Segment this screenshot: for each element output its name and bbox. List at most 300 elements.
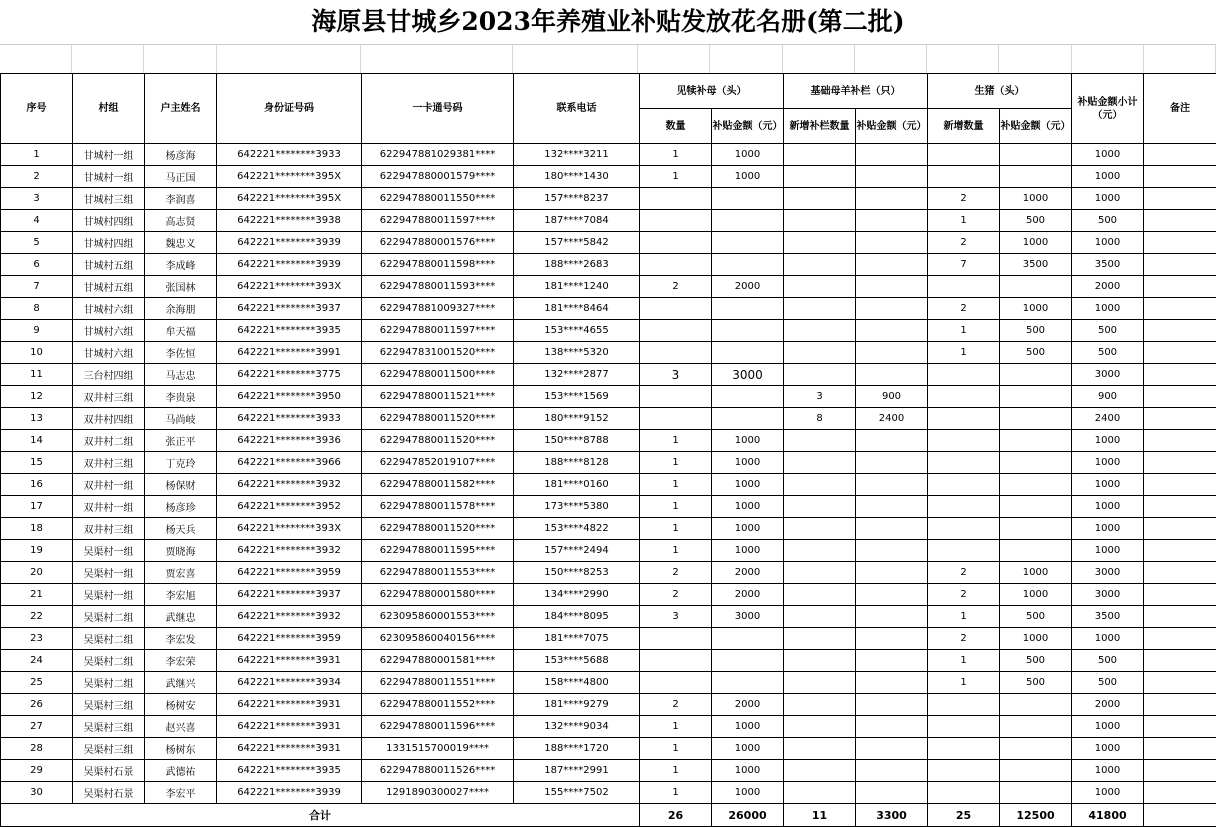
cell-subtotal: 1000 xyxy=(1072,474,1144,496)
cell-seq: 5 xyxy=(1,232,73,254)
cell-sheep-qty xyxy=(784,188,856,210)
cell-seq: 16 xyxy=(1,474,73,496)
cell-sheep-qty xyxy=(784,452,856,474)
cell-phone: 153****4655 xyxy=(514,320,640,342)
cell-id: 642221********3959 xyxy=(217,562,362,584)
cell-sheep-qty xyxy=(784,672,856,694)
cell-remark xyxy=(1144,650,1216,672)
table-row xyxy=(1,694,1216,716)
cell-card: 622947880011520**** xyxy=(362,518,514,540)
cell-remark xyxy=(1144,474,1216,496)
cell-id: 642221********3932 xyxy=(217,474,362,496)
cell-village: 双井村三组 xyxy=(73,518,145,540)
cell-seq: 21 xyxy=(1,584,73,606)
cell-pig-amt xyxy=(1000,474,1072,496)
table-row xyxy=(1,606,1216,628)
cell-cattle-amt: 2000 xyxy=(712,584,784,606)
cell-village: 吴渠村三组 xyxy=(73,738,145,760)
cell-card: 622947880011597**** xyxy=(362,210,514,232)
cell-id: 642221********3934 xyxy=(217,672,362,694)
cell-seq: 2 xyxy=(1,166,73,188)
cell-sheep-amt xyxy=(856,210,928,232)
cell-pig-amt: 1000 xyxy=(1000,232,1072,254)
table-row xyxy=(1,518,1216,540)
cell-remark xyxy=(1144,342,1216,364)
cell-pig-qty xyxy=(928,474,1000,496)
cell-phone: 180****9152 xyxy=(514,408,640,430)
cell-pig-qty xyxy=(928,430,1000,452)
cell-sheep-qty xyxy=(784,342,856,364)
cell-remark xyxy=(1144,386,1216,408)
cell-subtotal: 1000 xyxy=(1072,782,1144,804)
cell-subtotal: 1000 xyxy=(1072,166,1144,188)
cell-phone: 132****3211 xyxy=(514,144,640,166)
cell-id: 642221********3950 xyxy=(217,386,362,408)
cell-seq: 28 xyxy=(1,738,73,760)
cell-pig-amt: 500 xyxy=(1000,342,1072,364)
cell-pig-qty: 7 xyxy=(928,254,1000,276)
cell-id: 642221********3959 xyxy=(217,628,362,650)
cell-card: 623095860040156**** xyxy=(362,628,514,650)
cell-remark xyxy=(1144,606,1216,628)
cell-pig-qty: 2 xyxy=(928,188,1000,210)
cell-village: 吴渠村二组 xyxy=(73,672,145,694)
cell-subtotal: 500 xyxy=(1072,210,1144,232)
cell-phone: 181****0160 xyxy=(514,474,640,496)
cell-id: 642221********3931 xyxy=(217,716,362,738)
cell-village: 双井村四组 xyxy=(73,408,145,430)
cell-seq: 11 xyxy=(1,364,73,386)
cell-id: 642221********3991 xyxy=(217,342,362,364)
cell-sheep-amt xyxy=(856,540,928,562)
cell-phone: 181****7075 xyxy=(514,628,640,650)
cell-card: 622947880011595**** xyxy=(362,540,514,562)
cell-cattle-amt: 1000 xyxy=(712,716,784,738)
cell-sheep-qty xyxy=(784,232,856,254)
totals-label: 合计 xyxy=(1,804,640,827)
cell-cattle-amt: 1000 xyxy=(712,166,784,188)
cell-pig-qty: 2 xyxy=(928,584,1000,606)
cell-id: 642221********3932 xyxy=(217,540,362,562)
cell-subtotal: 2400 xyxy=(1072,408,1144,430)
cell-subtotal: 1000 xyxy=(1072,760,1144,782)
table-row xyxy=(1,144,1216,166)
cell-card: 623095860001553**** xyxy=(362,606,514,628)
cell-sheep-amt xyxy=(856,606,928,628)
cell-pig-amt xyxy=(1000,452,1072,474)
cell-sheep-amt xyxy=(856,452,928,474)
cell-phone: 138****5320 xyxy=(514,342,640,364)
cell-pig-qty: 1 xyxy=(928,210,1000,232)
header-name: 户主姓名 xyxy=(145,74,217,144)
cell-pig-amt xyxy=(1000,144,1072,166)
cell-seq: 13 xyxy=(1,408,73,430)
cell-seq: 20 xyxy=(1,562,73,584)
cell-phone: 180****1430 xyxy=(514,166,640,188)
cell-remark xyxy=(1144,496,1216,518)
cell-sheep-qty xyxy=(784,716,856,738)
cell-cattle-amt: 3000 xyxy=(712,364,784,386)
cell-cattle-amt xyxy=(712,628,784,650)
cell-phone: 181****1240 xyxy=(514,276,640,298)
cell-name: 武继忠 xyxy=(145,606,217,628)
cell-phone: 157****8237 xyxy=(514,188,640,210)
cell-pig-qty: 2 xyxy=(928,562,1000,584)
cell-sheep-amt xyxy=(856,188,928,210)
cell-name: 武继兴 xyxy=(145,672,217,694)
cell-village: 吴渠村二组 xyxy=(73,606,145,628)
cell-name: 李成峰 xyxy=(145,254,217,276)
cell-name: 牟天福 xyxy=(145,320,217,342)
cell-remark xyxy=(1144,276,1216,298)
cell-cattle-qty xyxy=(640,342,712,364)
cell-remark xyxy=(1144,672,1216,694)
cell-card: 622947880011578**** xyxy=(362,496,514,518)
cell-remark xyxy=(1144,452,1216,474)
table-row xyxy=(1,320,1216,342)
cell-name: 贾晓海 xyxy=(145,540,217,562)
cell-id: 642221********3952 xyxy=(217,496,362,518)
cell-card: 622947880011550**** xyxy=(362,188,514,210)
cell-card: 622947880011551**** xyxy=(362,672,514,694)
cell-sheep-amt xyxy=(856,650,928,672)
cell-seq: 30 xyxy=(1,782,73,804)
cell-phone: 187****7084 xyxy=(514,210,640,232)
cell-id: 642221********3933 xyxy=(217,144,362,166)
cell-village: 甘城村五组 xyxy=(73,254,145,276)
cell-cattle-amt xyxy=(712,188,784,210)
cell-pig-qty xyxy=(928,782,1000,804)
cell-remark xyxy=(1144,430,1216,452)
cell-cattle-amt: 1000 xyxy=(712,540,784,562)
cell-phone: 153****4822 xyxy=(514,518,640,540)
cell-pig-qty: 2 xyxy=(928,298,1000,320)
cell-remark xyxy=(1144,760,1216,782)
cell-sheep-qty xyxy=(784,166,856,188)
cell-village: 吴渠村二组 xyxy=(73,628,145,650)
cell-name: 杨树安 xyxy=(145,694,217,716)
cell-sheep-amt: 900 xyxy=(856,386,928,408)
cell-subtotal: 1000 xyxy=(1072,452,1144,474)
cell-cattle-qty xyxy=(640,254,712,276)
cell-name: 杨树东 xyxy=(145,738,217,760)
cell-sheep-qty xyxy=(784,430,856,452)
cell-card: 622947852019107**** xyxy=(362,452,514,474)
cell-cattle-qty: 2 xyxy=(640,276,712,298)
table-row xyxy=(1,760,1216,782)
cell-remark xyxy=(1144,694,1216,716)
cell-sheep-amt xyxy=(856,166,928,188)
cell-cattle-qty: 2 xyxy=(640,584,712,606)
cell-cattle-amt: 1000 xyxy=(712,144,784,166)
table-row xyxy=(1,474,1216,496)
header-remark: 备注 xyxy=(1144,74,1216,144)
table-row xyxy=(1,782,1216,804)
cell-village: 甘城村六组 xyxy=(73,342,145,364)
cell-cattle-qty xyxy=(640,298,712,320)
cell-cattle-qty: 3 xyxy=(640,364,712,386)
cell-phone: 132****9034 xyxy=(514,716,640,738)
header-sheep-qty: 新增补栏数量 xyxy=(784,109,856,144)
cell-subtotal: 3000 xyxy=(1072,562,1144,584)
cell-cattle-amt xyxy=(712,254,784,276)
cell-pig-amt xyxy=(1000,430,1072,452)
total-sheep-qty: 11 xyxy=(784,804,856,827)
cell-remark xyxy=(1144,364,1216,386)
cell-cattle-amt xyxy=(712,210,784,232)
cell-cattle-qty xyxy=(640,650,712,672)
cell-phone: 181****8464 xyxy=(514,298,640,320)
cell-subtotal: 1000 xyxy=(1072,298,1144,320)
table-row xyxy=(1,650,1216,672)
cell-pig-amt xyxy=(1000,518,1072,540)
table-row xyxy=(1,254,1216,276)
cell-sheep-amt xyxy=(856,672,928,694)
cell-cattle-qty: 1 xyxy=(640,430,712,452)
cell-name: 李贵泉 xyxy=(145,386,217,408)
cell-name: 杨彦海 xyxy=(145,144,217,166)
cell-phone: 188****1720 xyxy=(514,738,640,760)
cell-seq: 3 xyxy=(1,188,73,210)
cell-sheep-qty xyxy=(784,254,856,276)
cell-sheep-qty xyxy=(784,210,856,232)
cell-card: 622947880011596**** xyxy=(362,716,514,738)
cell-name: 马尚岐 xyxy=(145,408,217,430)
cell-pig-amt xyxy=(1000,738,1072,760)
cell-seq: 7 xyxy=(1,276,73,298)
cell-card: 622947880001580**** xyxy=(362,584,514,606)
cell-sheep-amt xyxy=(856,144,928,166)
cell-seq: 29 xyxy=(1,760,73,782)
cell-sheep-amt xyxy=(856,760,928,782)
cell-card: 622947880011597**** xyxy=(362,320,514,342)
cell-name: 高志贤 xyxy=(145,210,217,232)
cell-subtotal: 1000 xyxy=(1072,716,1144,738)
cell-cattle-qty: 1 xyxy=(640,760,712,782)
cell-remark xyxy=(1144,298,1216,320)
cell-sheep-amt xyxy=(856,430,928,452)
header-subtotal: 补贴金额小计（元） xyxy=(1072,74,1144,144)
header-phone: 联系电话 xyxy=(514,74,640,144)
table-row xyxy=(1,496,1216,518)
cell-phone: 181****9279 xyxy=(514,694,640,716)
cell-name: 李润喜 xyxy=(145,188,217,210)
total-subtotal: 41800 xyxy=(1072,804,1144,827)
cell-sheep-qty xyxy=(784,320,856,342)
cell-phone: 153****5688 xyxy=(514,650,640,672)
cell-subtotal: 1000 xyxy=(1072,430,1144,452)
cell-village: 吴渠村石景 xyxy=(73,782,145,804)
cell-subtotal: 2000 xyxy=(1072,276,1144,298)
cell-pig-qty xyxy=(928,518,1000,540)
header-cattle-amt: 补贴金额（元） xyxy=(712,109,784,144)
cell-card: 622947880001579**** xyxy=(362,166,514,188)
cell-id: 642221********3939 xyxy=(217,782,362,804)
cell-remark xyxy=(1144,562,1216,584)
cell-village: 甘城村三组 xyxy=(73,188,145,210)
cell-remark xyxy=(1144,188,1216,210)
cell-sheep-qty xyxy=(784,738,856,760)
cell-id: 642221********3936 xyxy=(217,430,362,452)
cell-subtotal: 1000 xyxy=(1072,738,1144,760)
cell-pig-qty: 1 xyxy=(928,320,1000,342)
total-cattle-amt: 26000 xyxy=(712,804,784,827)
cell-sheep-qty xyxy=(784,298,856,320)
cell-remark xyxy=(1144,540,1216,562)
cell-phone: 132****2877 xyxy=(514,364,640,386)
cell-id: 642221********3937 xyxy=(217,298,362,320)
cell-remark xyxy=(1144,408,1216,430)
cell-id: 642221********3939 xyxy=(217,232,362,254)
cell-pig-qty xyxy=(928,760,1000,782)
cell-phone: 158****4800 xyxy=(514,672,640,694)
cell-cattle-qty: 1 xyxy=(640,452,712,474)
total-pig-amt: 12500 xyxy=(1000,804,1072,827)
cell-name: 马正国 xyxy=(145,166,217,188)
cell-card: 622947880011526**** xyxy=(362,760,514,782)
cell-subtotal: 3000 xyxy=(1072,364,1144,386)
cell-sheep-qty xyxy=(784,562,856,584)
cell-pig-amt: 1000 xyxy=(1000,188,1072,210)
cell-name: 杨彦珍 xyxy=(145,496,217,518)
cell-sheep-amt xyxy=(856,364,928,386)
cell-pig-qty xyxy=(928,166,1000,188)
cell-subtotal: 1000 xyxy=(1072,232,1144,254)
cell-seq: 6 xyxy=(1,254,73,276)
cell-pig-qty xyxy=(928,694,1000,716)
cell-name: 李宏平 xyxy=(145,782,217,804)
cell-pig-amt: 1000 xyxy=(1000,562,1072,584)
cell-pig-qty xyxy=(928,364,1000,386)
cell-name: 李宏旭 xyxy=(145,584,217,606)
cell-remark xyxy=(1144,210,1216,232)
cell-sheep-qty xyxy=(784,782,856,804)
cell-sheep-qty: 3 xyxy=(784,386,856,408)
cell-pig-amt: 500 xyxy=(1000,606,1072,628)
cell-cattle-qty xyxy=(640,628,712,650)
cell-remark xyxy=(1144,166,1216,188)
cell-pig-amt: 500 xyxy=(1000,320,1072,342)
header-pig-qty: 新增数量 xyxy=(928,109,1000,144)
cell-seq: 12 xyxy=(1,386,73,408)
header-pig-amt: 补贴金额（元） xyxy=(1000,109,1072,144)
cell-remark xyxy=(1144,518,1216,540)
cell-cattle-qty: 1 xyxy=(640,716,712,738)
cell-sheep-qty xyxy=(784,584,856,606)
cell-card: 622947881029381**** xyxy=(362,144,514,166)
cell-cattle-amt: 1000 xyxy=(712,496,784,518)
header-sheep-amt: 补贴金额（元） xyxy=(856,109,928,144)
cell-id: 642221********3935 xyxy=(217,760,362,782)
cell-sheep-amt xyxy=(856,320,928,342)
cell-cattle-qty: 1 xyxy=(640,540,712,562)
cell-cattle-qty xyxy=(640,232,712,254)
header-card: 一卡通号码 xyxy=(362,74,514,144)
cell-remark xyxy=(1144,254,1216,276)
cell-pig-amt xyxy=(1000,782,1072,804)
table-row xyxy=(1,232,1216,254)
cell-pig-amt: 1000 xyxy=(1000,584,1072,606)
cell-subtotal: 3500 xyxy=(1072,254,1144,276)
cell-sheep-qty xyxy=(784,760,856,782)
cell-id: 642221********3931 xyxy=(217,650,362,672)
cell-sheep-amt xyxy=(856,232,928,254)
cell-village: 吴渠村一组 xyxy=(73,540,145,562)
cell-phone: 188****2683 xyxy=(514,254,640,276)
cell-id: 642221********3939 xyxy=(217,254,362,276)
cell-seq: 17 xyxy=(1,496,73,518)
cell-seq: 1 xyxy=(1,144,73,166)
cell-sheep-amt xyxy=(856,496,928,518)
cell-pig-amt xyxy=(1000,276,1072,298)
table-row xyxy=(1,672,1216,694)
cell-pig-qty xyxy=(928,144,1000,166)
table-row xyxy=(1,408,1216,430)
cell-village: 吴渠村一组 xyxy=(73,584,145,606)
cell-name: 余海朋 xyxy=(145,298,217,320)
cell-name: 魏忠义 xyxy=(145,232,217,254)
cell-pig-qty: 1 xyxy=(928,672,1000,694)
cell-cattle-qty xyxy=(640,672,712,694)
cell-pig-amt xyxy=(1000,496,1072,518)
cell-sheep-amt xyxy=(856,254,928,276)
cell-subtotal: 2000 xyxy=(1072,694,1144,716)
cell-cattle-amt xyxy=(712,320,784,342)
header-sheep-group: 基础母羊补栏（只） xyxy=(784,74,928,109)
cell-village: 吴渠村三组 xyxy=(73,694,145,716)
cell-cattle-amt: 1000 xyxy=(712,430,784,452)
cell-seq: 19 xyxy=(1,540,73,562)
cell-pig-qty xyxy=(928,386,1000,408)
cell-cattle-amt xyxy=(712,386,784,408)
cell-subtotal: 1000 xyxy=(1072,188,1144,210)
header-id: 身份证号码 xyxy=(217,74,362,144)
cell-village: 双井村二组 xyxy=(73,430,145,452)
cell-subtotal: 500 xyxy=(1072,320,1144,342)
document-title: 海原县甘城乡2023年养殖业补贴发放花名册(第二批) xyxy=(0,0,1216,45)
cell-id: 642221********3966 xyxy=(217,452,362,474)
cell-card: 622947880011593**** xyxy=(362,276,514,298)
table-row xyxy=(1,738,1216,760)
cell-phone: 184****8095 xyxy=(514,606,640,628)
cell-card: 622947880011520**** xyxy=(362,408,514,430)
cell-seq: 24 xyxy=(1,650,73,672)
cell-village: 吴渠村石景 xyxy=(73,760,145,782)
cell-cattle-qty xyxy=(640,210,712,232)
cell-pig-qty: 1 xyxy=(928,606,1000,628)
cell-id: 642221********3932 xyxy=(217,606,362,628)
cell-phone: 150****8788 xyxy=(514,430,640,452)
cell-pig-amt: 500 xyxy=(1000,672,1072,694)
cell-remark xyxy=(1144,232,1216,254)
cell-cattle-qty: 1 xyxy=(640,738,712,760)
cell-cattle-qty: 1 xyxy=(640,782,712,804)
cell-name: 张正平 xyxy=(145,430,217,452)
cell-id: 642221********3933 xyxy=(217,408,362,430)
cell-seq: 22 xyxy=(1,606,73,628)
cell-sheep-amt xyxy=(856,342,928,364)
header-pig-group: 生猪（头） xyxy=(928,74,1072,109)
header-village: 村组 xyxy=(73,74,145,144)
cell-cattle-amt xyxy=(712,672,784,694)
cell-cattle-amt: 1000 xyxy=(712,782,784,804)
cell-name: 马志忠 xyxy=(145,364,217,386)
cell-sheep-qty xyxy=(784,606,856,628)
cell-phone: 134****2990 xyxy=(514,584,640,606)
cell-name: 李宏荣 xyxy=(145,650,217,672)
cell-remark xyxy=(1144,738,1216,760)
cell-village: 甘城村四组 xyxy=(73,232,145,254)
